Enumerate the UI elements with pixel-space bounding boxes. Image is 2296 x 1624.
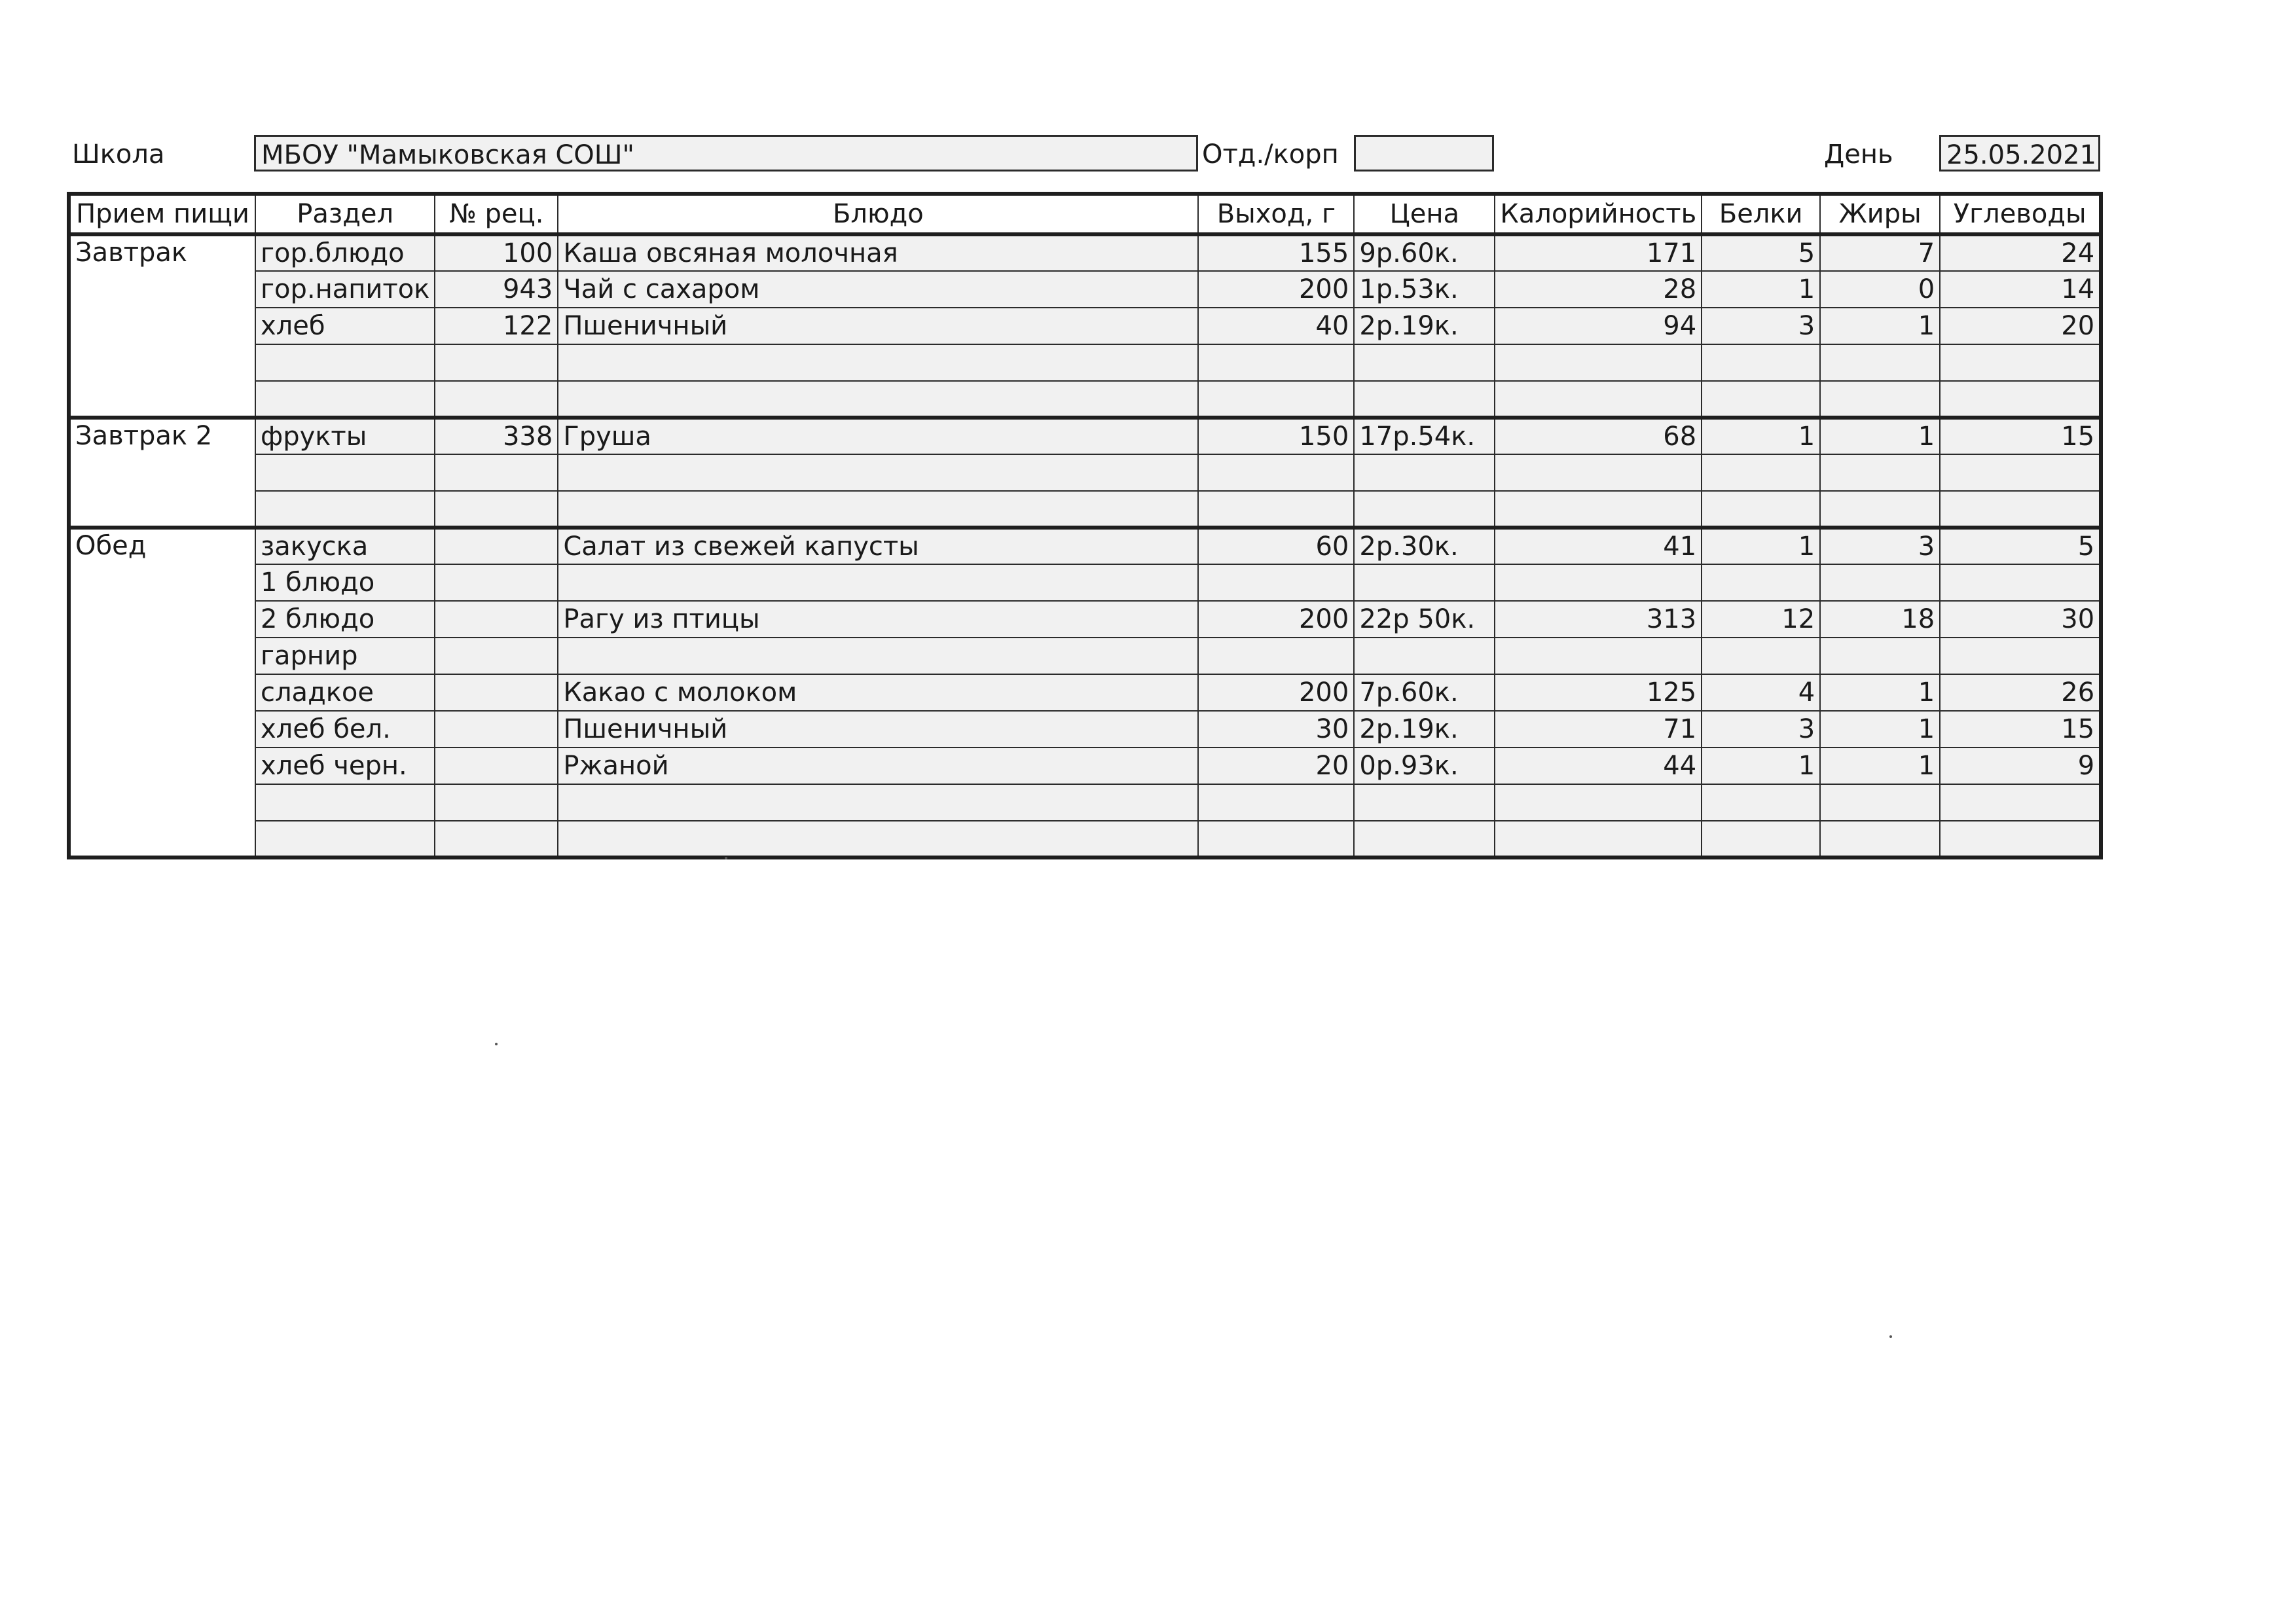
cell-dish[interactable]: Какао с молоком <box>558 674 1198 711</box>
cell-section[interactable]: гор.блюдо <box>255 234 435 271</box>
cell-recipe[interactable] <box>435 564 558 601</box>
cell-recipe[interactable] <box>435 491 558 528</box>
cell-section[interactable] <box>255 381 435 418</box>
cell-yield[interactable]: 60 <box>1198 528 1354 564</box>
table-row <box>69 748 2101 784</box>
cell-section[interactable] <box>255 491 435 528</box>
cell-fat[interactable] <box>1820 564 1940 601</box>
cell-protein[interactable]: 1 <box>1702 418 1820 454</box>
cell-carbs[interactable]: 15 <box>1940 418 2101 454</box>
col-header-yield: Выход, г <box>1198 194 1354 234</box>
cell-protein[interactable] <box>1702 821 1820 857</box>
cell-kcal[interactable] <box>1495 784 1702 821</box>
cell-section[interactable]: гор.напиток <box>255 271 435 308</box>
col-header-kcal: Калорийность <box>1495 194 1702 234</box>
col-header-recipe: № рец. <box>435 194 558 234</box>
cell-kcal[interactable] <box>1495 638 1702 674</box>
cell-yield[interactable] <box>1198 821 1354 857</box>
cell-price[interactable]: 17р.54к. <box>1354 418 1495 454</box>
cell-price[interactable]: 2р.19к. <box>1354 711 1495 748</box>
table-row <box>69 308 2101 344</box>
cell-fat[interactable]: 3 <box>1820 528 1940 564</box>
cell-fat[interactable] <box>1820 638 1940 674</box>
cell-price[interactable]: 7р.60к. <box>1354 674 1495 711</box>
cell-dish[interactable]: Рагу из птицы <box>558 601 1198 638</box>
cell-fat[interactable]: 1 <box>1820 711 1940 748</box>
cell-protein[interactable] <box>1702 491 1820 528</box>
cell-section[interactable] <box>255 454 435 491</box>
cell-yield[interactable]: 40 <box>1198 308 1354 344</box>
cell-price[interactable] <box>1354 784 1495 821</box>
cell-kcal[interactable]: 28 <box>1495 271 1702 308</box>
table-row <box>69 344 2101 381</box>
cell-protein[interactable] <box>1702 381 1820 418</box>
table-row <box>69 638 2101 674</box>
cell-recipe[interactable] <box>435 748 558 784</box>
cell-carbs[interactable]: 15 <box>1940 711 2101 748</box>
cell-protein[interactable]: 5 <box>1702 234 1820 271</box>
cell-carbs[interactable] <box>1940 344 2101 381</box>
cell-section[interactable]: хлеб <box>255 308 435 344</box>
school-label: Школа <box>72 139 165 170</box>
cell-yield[interactable] <box>1198 784 1354 821</box>
cell-protein[interactable]: 3 <box>1702 308 1820 344</box>
cell-yield[interactable] <box>1198 344 1354 381</box>
cell-section[interactable]: хлеб черн. <box>255 748 435 784</box>
cell-yield[interactable]: 200 <box>1198 674 1354 711</box>
cell-price[interactable]: 2р.30к. <box>1354 528 1495 564</box>
cell-section[interactable] <box>255 344 435 381</box>
cell-price[interactable]: 1р.53к. <box>1354 271 1495 308</box>
cell-carbs[interactable]: 26 <box>1940 674 2101 711</box>
cell-carbs[interactable] <box>1940 821 2101 857</box>
cell-fat[interactable]: 1 <box>1820 674 1940 711</box>
table-row <box>69 821 2101 857</box>
table-row <box>69 234 2101 271</box>
cell-carbs[interactable] <box>1940 491 2101 528</box>
cell-kcal[interactable]: 71 <box>1495 711 1702 748</box>
cell-dish[interactable]: Пшеничный <box>558 308 1198 344</box>
cell-yield[interactable]: 20 <box>1198 748 1354 784</box>
cell-fat[interactable]: 1 <box>1820 308 1940 344</box>
cell-fat[interactable] <box>1820 784 1940 821</box>
cell-carbs[interactable]: 24 <box>1940 234 2101 271</box>
cell-yield[interactable] <box>1198 381 1354 418</box>
dept-label: Отд./корп <box>1202 139 1339 170</box>
meal-name-cell: Завтрак 2 <box>69 418 255 528</box>
cell-dish[interactable] <box>558 564 1198 601</box>
table-row <box>69 601 2101 638</box>
table-row <box>69 491 2101 528</box>
cell-price[interactable] <box>1354 344 1495 381</box>
cell-protein[interactable]: 1 <box>1702 748 1820 784</box>
cell-fat[interactable] <box>1820 491 1940 528</box>
meal-name-cell: Завтрак <box>69 234 255 418</box>
cell-section[interactable]: 1 блюдо <box>255 564 435 601</box>
table-row <box>69 418 2101 454</box>
col-header-meal: Прием пищи <box>69 194 255 234</box>
cell-recipe[interactable] <box>435 638 558 674</box>
cell-recipe[interactable] <box>435 711 558 748</box>
table-row <box>69 528 2101 564</box>
cell-yield[interactable]: 150 <box>1198 418 1354 454</box>
cell-section[interactable]: закуска <box>255 528 435 564</box>
table-row <box>69 454 2101 491</box>
col-header-section: Раздел <box>255 194 435 234</box>
cell-kcal[interactable]: 313 <box>1495 601 1702 638</box>
cell-section[interactable]: сладкое <box>255 674 435 711</box>
cell-carbs[interactable] <box>1940 454 2101 491</box>
cell-protein[interactable]: 3 <box>1702 711 1820 748</box>
cell-kcal[interactable] <box>1495 491 1702 528</box>
scan-speck <box>495 1043 498 1045</box>
cell-carbs[interactable]: 14 <box>1940 271 2101 308</box>
cell-price[interactable] <box>1354 454 1495 491</box>
cell-recipe[interactable] <box>435 454 558 491</box>
cell-price[interactable]: 9р.60к. <box>1354 234 1495 271</box>
cell-fat[interactable]: 18 <box>1820 601 1940 638</box>
cell-price[interactable]: 0р.93к. <box>1354 748 1495 784</box>
cell-kcal[interactable]: 171 <box>1495 234 1702 271</box>
cell-carbs[interactable]: 30 <box>1940 601 2101 638</box>
cell-price[interactable]: 2р.19к. <box>1354 308 1495 344</box>
cell-carbs[interactable]: 9 <box>1940 748 2101 784</box>
cell-recipe[interactable] <box>435 344 558 381</box>
cell-dish[interactable] <box>558 491 1198 528</box>
cell-recipe[interactable] <box>435 381 558 418</box>
table-row <box>69 564 2101 601</box>
cell-recipe[interactable]: 100 <box>435 234 558 271</box>
cell-price[interactable] <box>1354 381 1495 418</box>
cell-protein[interactable]: 1 <box>1702 271 1820 308</box>
cell-dish[interactable] <box>558 638 1198 674</box>
cell-carbs[interactable]: 5 <box>1940 528 2101 564</box>
cell-dish[interactable] <box>558 344 1198 381</box>
cell-recipe[interactable]: 122 <box>435 308 558 344</box>
cell-section[interactable]: гарнир <box>255 638 435 674</box>
cell-recipe[interactable]: 338 <box>435 418 558 454</box>
day-label: День <box>1824 139 1893 170</box>
cell-protein[interactable] <box>1702 784 1820 821</box>
scan-speck <box>1889 1335 1892 1338</box>
cell-section[interactable] <box>255 821 435 857</box>
dept-field[interactable] <box>1354 135 1494 171</box>
cell-price[interactable]: 22р 50к. <box>1354 601 1495 638</box>
cell-fat[interactable]: 0 <box>1820 271 1940 308</box>
cell-carbs[interactable] <box>1940 564 2101 601</box>
cell-dish[interactable]: Ржаной <box>558 748 1198 784</box>
table-header-row <box>69 194 2101 234</box>
col-header-fat: Жиры <box>1820 194 1940 234</box>
table-row <box>69 784 2101 821</box>
cell-protein[interactable] <box>1702 638 1820 674</box>
cell-yield[interactable] <box>1198 491 1354 528</box>
school-field[interactable]: МБОУ "Мамыковская СОШ" <box>254 135 1198 171</box>
cell-protein[interactable] <box>1702 344 1820 381</box>
cell-recipe[interactable]: 943 <box>435 271 558 308</box>
cell-section[interactable]: фрукты <box>255 418 435 454</box>
cell-yield[interactable] <box>1198 564 1354 601</box>
cell-price[interactable] <box>1354 564 1495 601</box>
cell-yield[interactable] <box>1198 638 1354 674</box>
cell-carbs[interactable] <box>1940 638 2101 674</box>
table-row <box>69 381 2101 418</box>
cell-kcal[interactable] <box>1495 821 1702 857</box>
cell-price[interactable] <box>1354 638 1495 674</box>
table-row <box>69 271 2101 308</box>
menu-table-body <box>69 234 2101 857</box>
cell-kcal[interactable]: 41 <box>1495 528 1702 564</box>
col-header-protein: Белки <box>1702 194 1820 234</box>
cell-section[interactable]: хлеб бел. <box>255 711 435 748</box>
col-header-price: Цена <box>1354 194 1495 234</box>
day-field[interactable]: 25.05.2021 <box>1939 135 2100 171</box>
cell-dish[interactable]: Салат из свежей капусты <box>558 528 1198 564</box>
cell-kcal[interactable]: 44 <box>1495 748 1702 784</box>
cell-dish[interactable]: Каша овсяная молочная <box>558 234 1198 271</box>
cell-recipe[interactable] <box>435 528 558 564</box>
cell-yield[interactable]: 155 <box>1198 234 1354 271</box>
cell-kcal[interactable] <box>1495 344 1702 381</box>
cell-fat[interactable] <box>1820 821 1940 857</box>
cell-kcal[interactable]: 68 <box>1495 418 1702 454</box>
cell-kcal[interactable] <box>1495 564 1702 601</box>
cell-section[interactable] <box>255 784 435 821</box>
cell-dish[interactable]: Чай с сахаром <box>558 271 1198 308</box>
cell-kcal[interactable]: 125 <box>1495 674 1702 711</box>
cell-protein[interactable]: 4 <box>1702 674 1820 711</box>
cell-carbs[interactable] <box>1940 784 2101 821</box>
cell-kcal[interactable]: 94 <box>1495 308 1702 344</box>
cell-dish[interactable]: Груша <box>558 418 1198 454</box>
cell-dish[interactable]: Пшеничный <box>558 711 1198 748</box>
meal-name-cell: Обед <box>69 528 255 857</box>
cell-dish[interactable] <box>558 381 1198 418</box>
cell-fat[interactable] <box>1820 454 1940 491</box>
cell-carbs[interactable] <box>1940 381 2101 418</box>
cell-yield[interactable] <box>1198 454 1354 491</box>
cell-fat[interactable] <box>1820 381 1940 418</box>
cell-kcal[interactable] <box>1495 454 1702 491</box>
cell-recipe[interactable] <box>435 821 558 857</box>
cell-price[interactable] <box>1354 821 1495 857</box>
col-header-dish: Блюдо <box>558 194 1198 234</box>
cell-protein[interactable]: 12 <box>1702 601 1820 638</box>
cell-fat[interactable] <box>1820 344 1940 381</box>
cell-recipe[interactable] <box>435 674 558 711</box>
cell-dish[interactable] <box>558 454 1198 491</box>
cell-fat[interactable]: 1 <box>1820 748 1940 784</box>
table-row <box>69 711 2101 748</box>
scan-speck <box>725 857 727 859</box>
cell-protein[interactable] <box>1702 454 1820 491</box>
menu-table <box>67 192 2103 859</box>
cell-recipe[interactable] <box>435 784 558 821</box>
cell-section[interactable]: 2 блюдо <box>255 601 435 638</box>
col-header-carbs: Углеводы <box>1940 194 2101 234</box>
cell-carbs[interactable]: 20 <box>1940 308 2101 344</box>
cell-yield[interactable]: 200 <box>1198 271 1354 308</box>
table-row <box>69 674 2101 711</box>
cell-protein[interactable] <box>1702 564 1820 601</box>
cell-protein[interactable]: 1 <box>1702 528 1820 564</box>
cell-price[interactable] <box>1354 491 1495 528</box>
cell-fat[interactable]: 1 <box>1820 418 1940 454</box>
cell-fat[interactable]: 7 <box>1820 234 1940 271</box>
cell-yield[interactable]: 200 <box>1198 601 1354 638</box>
cell-yield[interactable]: 30 <box>1198 711 1354 748</box>
cell-recipe[interactable] <box>435 601 558 638</box>
cell-dish[interactable] <box>558 821 1198 857</box>
cell-kcal[interactable] <box>1495 381 1702 418</box>
cell-dish[interactable] <box>558 784 1198 821</box>
